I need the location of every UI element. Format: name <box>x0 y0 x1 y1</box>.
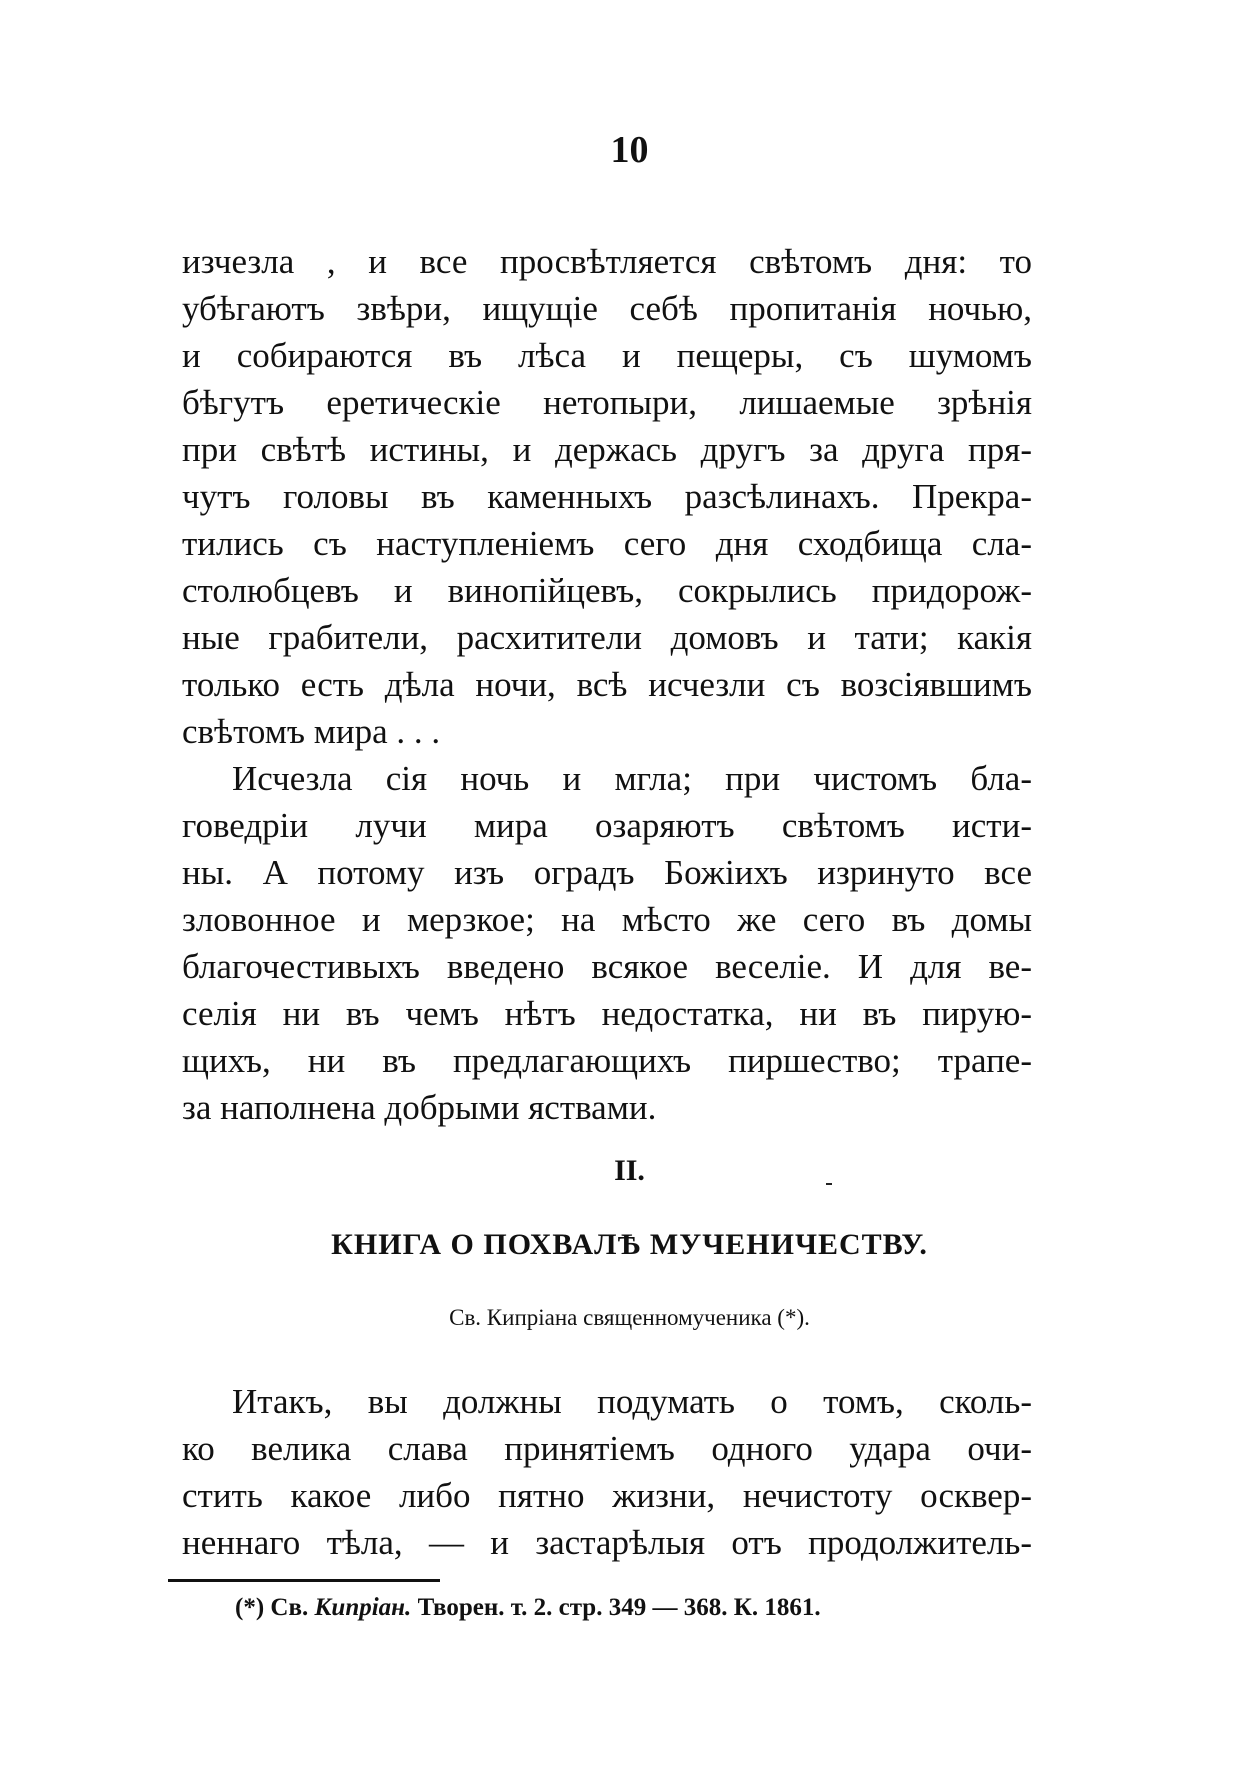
text-line: убѣгаютъ звѣри, ищущіе себѣ пропитанія ночью, <box>182 289 1032 328</box>
text-line: чутъ головы въ каменныхъ разсѣлинахъ. Прекра- <box>182 477 1032 516</box>
text-line: за наполнена добрыми яствами. <box>182 1088 657 1127</box>
text-line: благочестивыхъ введено всякое веселіе. И для ве- <box>182 947 1032 986</box>
text-line: неннаго тѣла, — и застарѣлыя отъ продолжитель- <box>182 1523 1032 1562</box>
footnote-author: Кипріан. <box>314 1594 412 1621</box>
footnote-divider <box>168 1579 440 1582</box>
text-line: только есть дѣла ночи, всѣ исчезли съ возсіявшимъ <box>182 665 1032 704</box>
text-line: и собираются въ лѣса и пещеры, съ шумомъ <box>182 336 1032 375</box>
footnote <box>235 1594 821 1622</box>
text-line: тились съ наступленіемъ сего дня сходбища сла- <box>182 524 1032 563</box>
section-author: Св. Кипріана священномученика (*). <box>449 1305 810 1330</box>
text-line: щихъ, ни въ предлагающихъ пиршество; трапе- <box>182 1041 1032 1080</box>
text-line: селія ни въ чемъ нѣтъ недостатка, ни въ пирую- <box>182 994 1032 1033</box>
section-number: II. <box>614 1154 645 1187</box>
text-line: ны. А потому изъ оградъ Божіихъ изринуто все <box>182 853 1032 892</box>
text-line: говедріи лучи мира озаряютъ свѣтомъ исти- <box>182 806 1032 845</box>
text-line: зловонное и мерзкое; на мѣсто же сего въ домы <box>182 900 1032 939</box>
text-line: столюбцевъ и винопійцевъ, сокрылись придорож- <box>182 571 1032 610</box>
text-line: свѣтомъ мира . . . <box>182 712 441 751</box>
text-line: стить какое либо пятно жизни, нечистоту осквер- <box>182 1476 1032 1515</box>
footnote-marker: (*) Св. <box>235 1594 309 1621</box>
print-speck <box>826 1183 832 1185</box>
body-text-bottom <box>182 1378 1032 1566</box>
text-line: ко велика слава принятіемъ одного удара очи- <box>182 1429 1032 1468</box>
page-number: 10 <box>610 129 649 171</box>
text-line: Итакъ, вы должны подумать о томъ, сколь- <box>232 1382 1032 1421</box>
footnote-reference: Творен. т. 2. стр. 349 — 368. К. 1861. <box>417 1594 821 1621</box>
text-line: Исчезла сія ночь и мгла; при чистомъ бла- <box>232 759 1032 798</box>
section-title: КНИГА О ПОХВАЛѢ МУЧЕНИЧЕСТВУ. <box>331 1228 928 1261</box>
body-text-top <box>182 238 1032 1131</box>
text-line: ные грабители, расхитители домовъ и тати; какія <box>182 618 1032 657</box>
text-line: при свѣтѣ истины, и держась другъ за друга пря- <box>182 430 1032 469</box>
text-line: изчезла , и все просвѣтляется свѣтомъ дня: то <box>182 242 1032 281</box>
text-line: бѣгутъ еретическіе нетопыри, лишаемые зрѣнія <box>182 383 1032 422</box>
